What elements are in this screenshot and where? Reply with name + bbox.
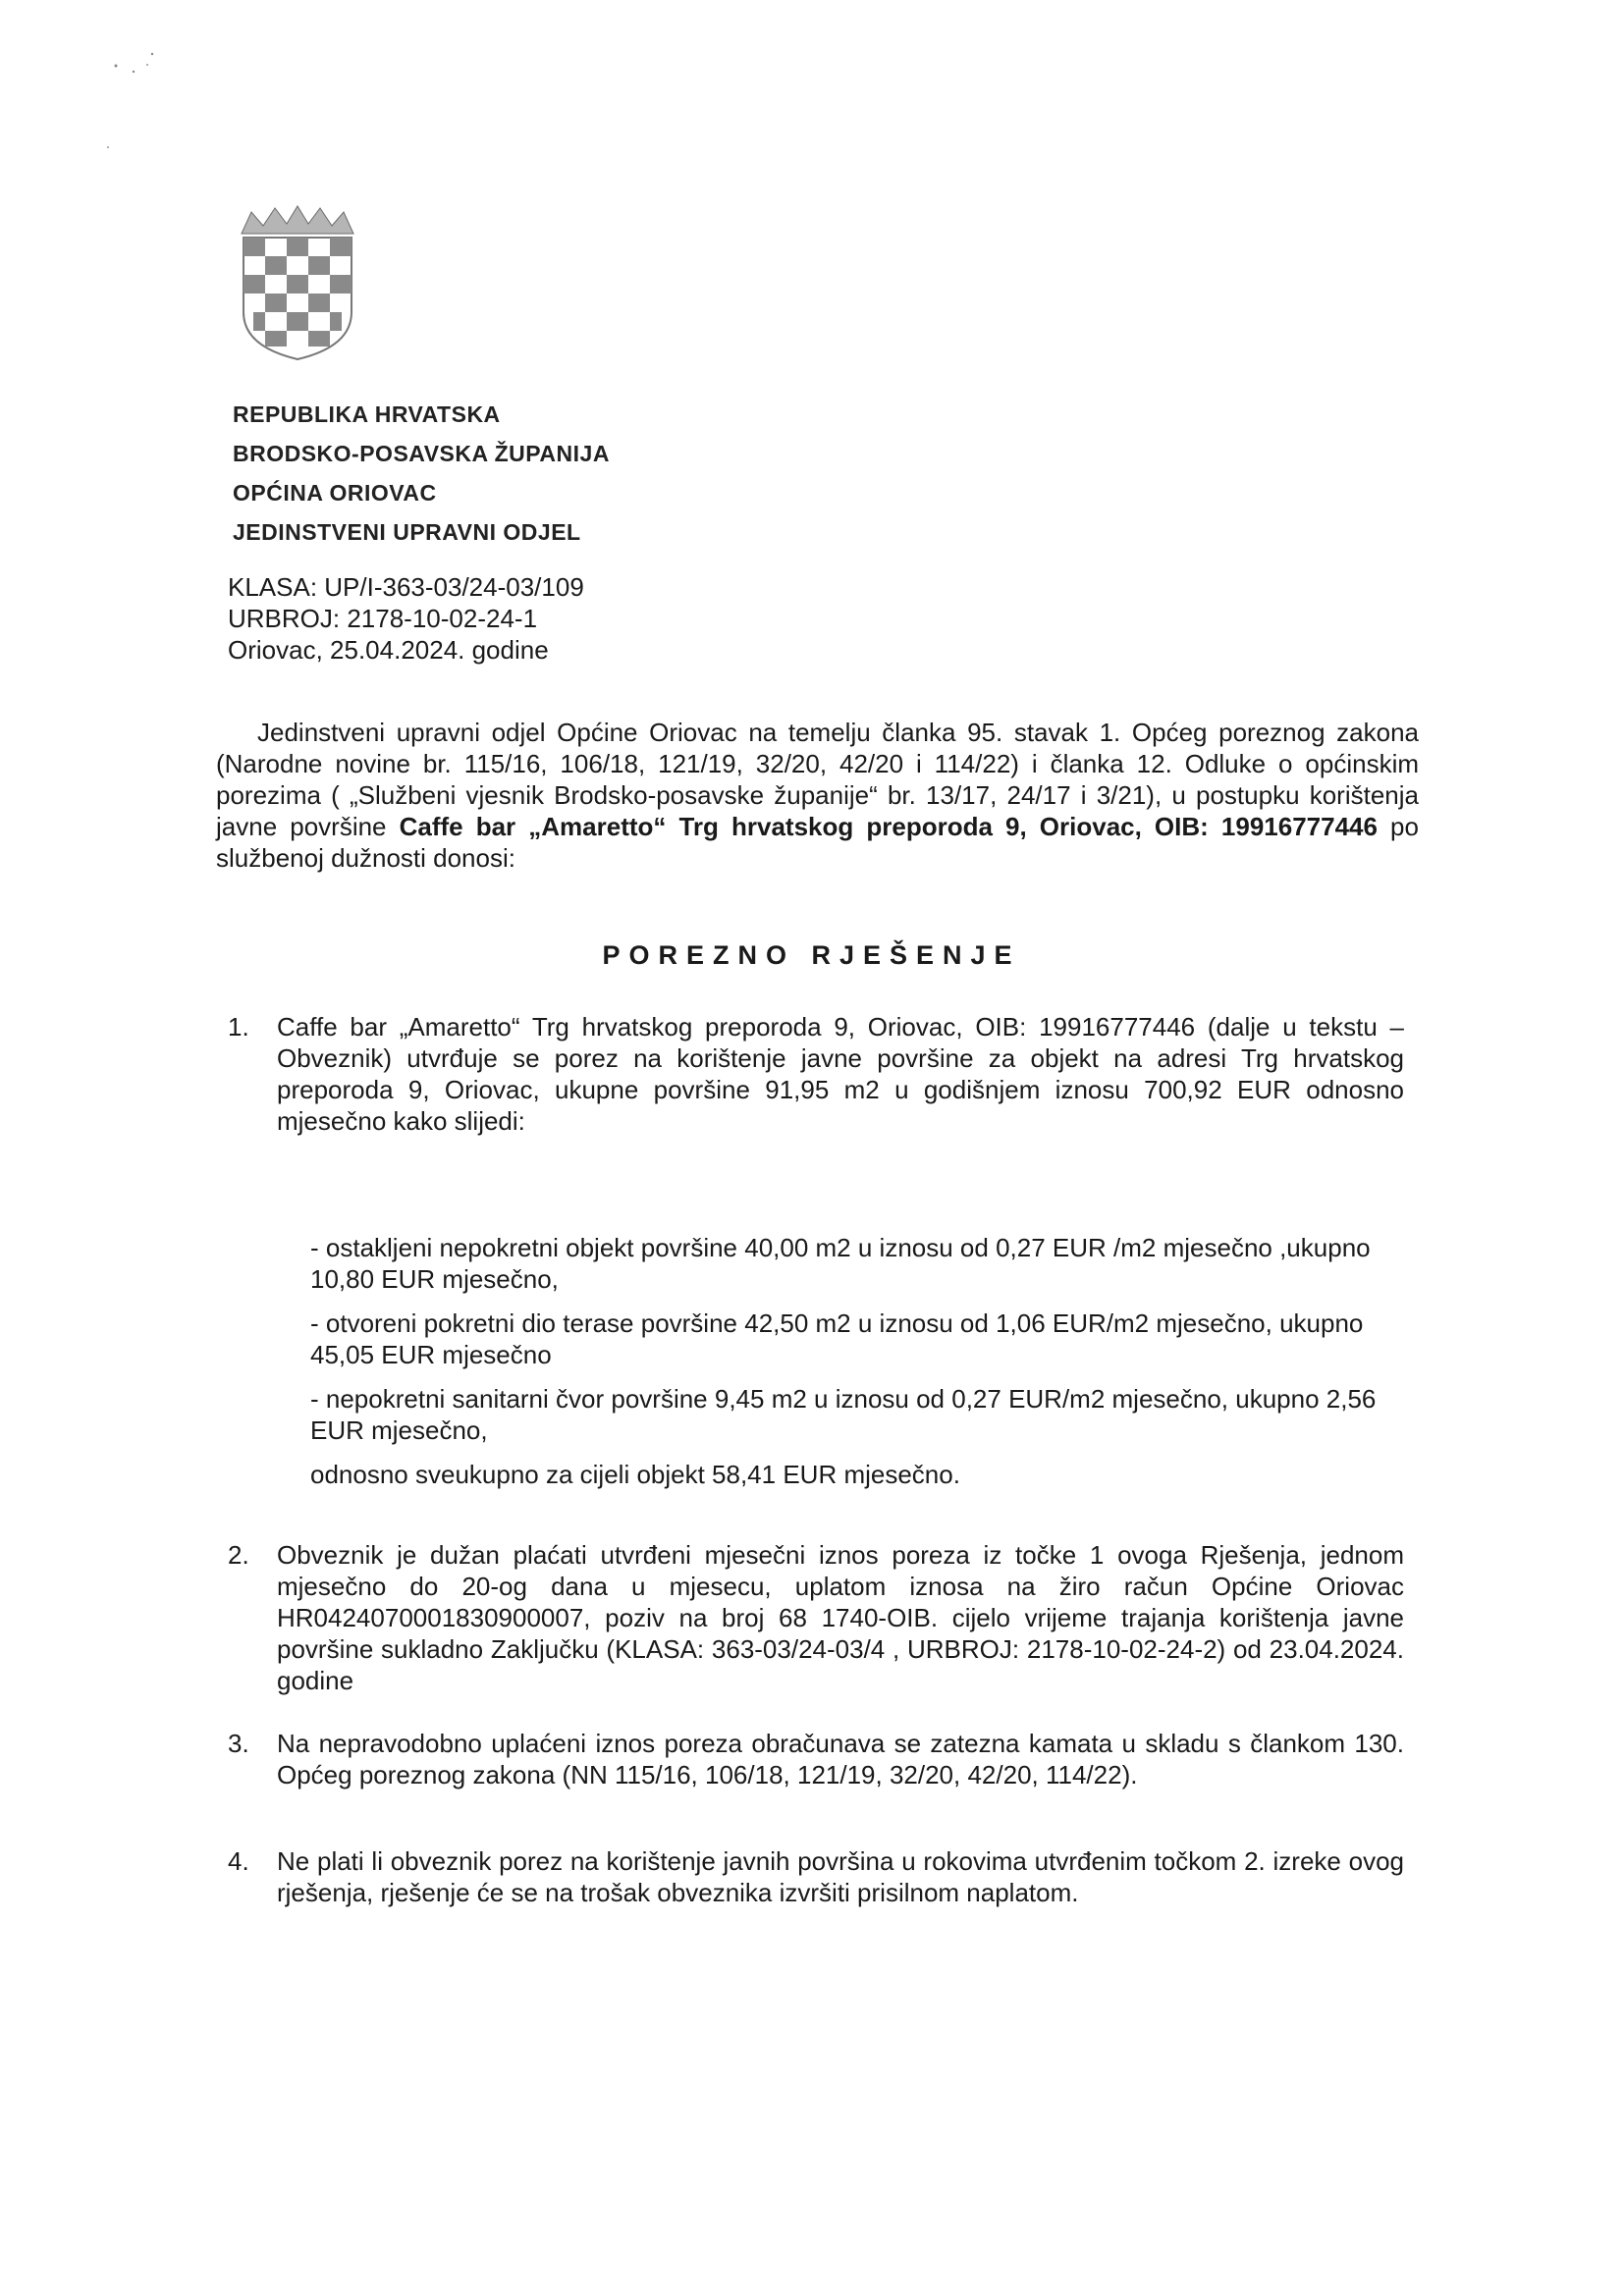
item-number: 3.	[228, 1729, 249, 1758]
item-text: Caffe bar „Amaretto“ Trg hrvatskog preporoda 9, Oriovac, OIB: 19916777446 (dalje u tekstu – Obveznik) utvrđuje se porez na korištenje javne površine za objekt na adresi Trg hrvatskog preporoda 9, Oriovac, ukupne površine 91,95 m2 u godišnjem iznosu 700,92 EUR odnosno mjesečno kako slijedi:	[277, 1012, 1404, 1136]
document-title: POREZNO RJEŠENJE	[602, 940, 1021, 970]
item-text: Na nepravodobno uplaćeni iznos poreza obračunava se zatezna kamata u skladu s člankom 130. Općeg poreznog zakona (NN 115/16, 106/18, 121/19, 32/20, 42/20, 114/22).	[277, 1729, 1404, 1789]
list-item	[228, 1728, 1404, 1790]
header-department: JEDINSTVENI UPRAVNI ODJEL	[233, 519, 581, 545]
item-text: Obveznik je dužan plaćati utvrđeni mjesečni iznos poreza iz točke 1 ovoga Rješenja, jednom mjesečno do 20-og dana u mjesecu, uplatom iznosa na žiro račun Općine Oriovac HR0424070001830900007, poziv na broj 68 1740-OIB. cijelo vrijeme trajanja korištenja javne površine sukladno Zaključku (KLASA: 363-03/24-03/4 , URBROJ: 2178-10-02-24-2) od 23.04.2024. godine	[277, 1540, 1404, 1695]
scan-specks	[0, 0, 196, 196]
breakdown-item: - nepokretni sanitarni čvor površine 9,45 m2 u iznosu od 0,27 EUR/m2 mjesečno, ukupno 2,56 EUR mjesečno,	[310, 1384, 1377, 1445]
document-meta	[228, 571, 584, 666]
header-county: BRODSKO-POSAVSKA ŽUPANIJA	[233, 441, 610, 466]
item-number: 1.	[228, 1012, 249, 1041]
institution-header	[233, 395, 610, 552]
item-text: Ne plati li obveznik porez na korištenje javnih površina u rokovima utvrđenim točkom 2. izreke ovog rješenja, rješenje će se na trošak obveznika izvršiti prisilnom naplatom.	[277, 1846, 1404, 1907]
item-number: 4.	[228, 1846, 249, 1876]
croatian-coat-of-arms-icon	[234, 204, 361, 361]
breakdown-item: - otvoreni pokretni dio terase površine 42,50 m2 u iznosu od 1,06 EUR/m2 mjesečno, ukupno 45,05 EUR mjesečno	[310, 1308, 1364, 1369]
header-republic: REPUBLIKA HRVATSKA	[233, 401, 501, 427]
intro-part2: po službenoj dužnosti donosi:	[216, 812, 1419, 873]
list-item	[228, 1539, 1404, 1696]
list-item	[228, 1845, 1404, 1908]
intro-part1: Jedinstveni upravni odjel Općine Oriovac na temelju članka 95. stavak 1. Općeg poreznog zakona (Narodne novine br. 115/16, 106/18, 121/19, 32/20, 42/20 i 114/22) i članka 12. Odluke o općinskim porezima ( „Službeni vjesnik Brodsko-posavske županije“ br. 13/17, 24/17 i 3/21), u postupku korištenja javne površine	[216, 718, 1419, 841]
document-date: Oriovac, 25.04.2024. godine	[228, 635, 549, 665]
list-item	[228, 1011, 1404, 1137]
urbroj: URBROJ: 2178-10-02-24-1	[228, 604, 538, 633]
breakdown-item: - ostakljeni nepokretni objekt površine 40,00 m2 u iznosu od 0,27 EUR /m2 mjesečno ,ukupno 10,80 EUR mjesečno,	[310, 1233, 1371, 1294]
item-number: 2.	[228, 1540, 249, 1570]
total-amount: odnosno sveukupno za cijeli objekt 58,41 EUR mjesečno.	[310, 1460, 960, 1489]
klasa: KLASA: UP/I-363-03/24-03/109	[228, 572, 584, 602]
intro-paragraph	[216, 717, 1419, 874]
header-municipality: OPĆINA ORIOVAC	[233, 480, 437, 506]
intro-taxpayer: Caffe bar „Amaretto“ Trg hrvatskog preporoda 9, Oriovac, OIB: 19916777446	[399, 812, 1378, 841]
